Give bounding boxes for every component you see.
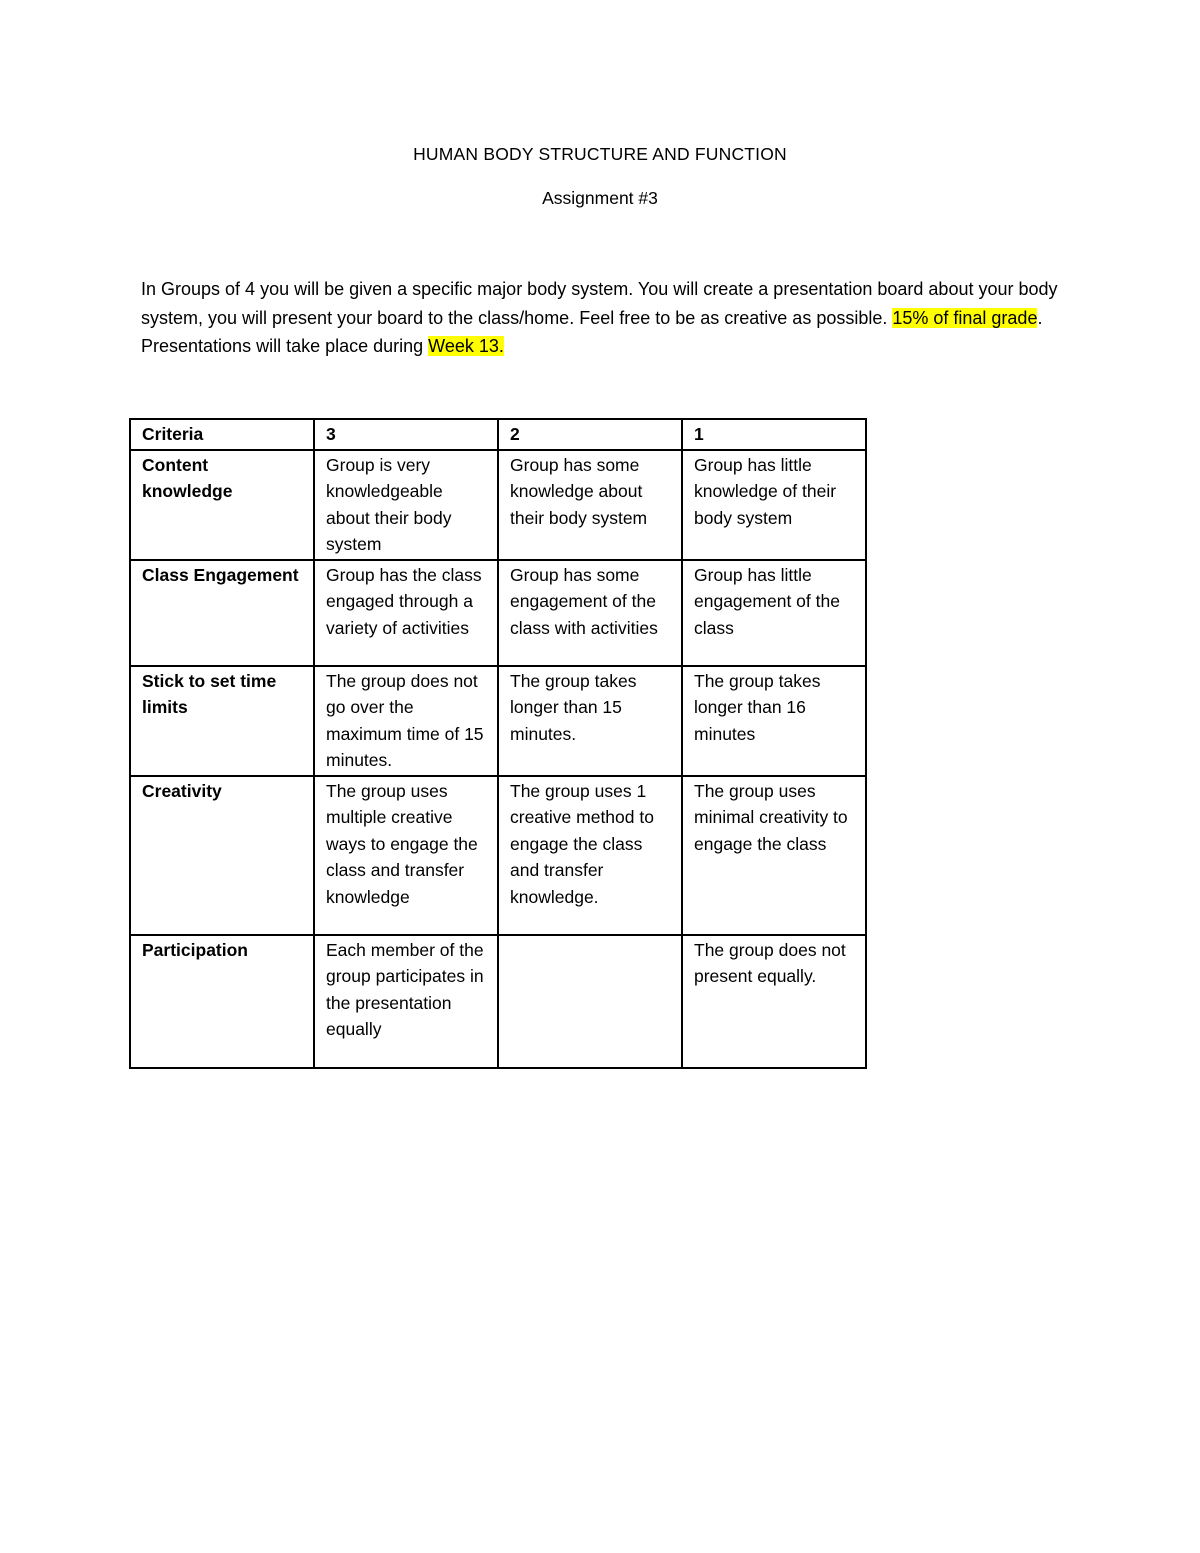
criteria-cell: Stick to set time limits xyxy=(130,666,314,776)
intro-text-part1: In Groups of 4 you will be given a specific major body system. You will create a presentation board about your body system, you will present your board to the class/home. Feel free to be as creative as possible. xyxy=(141,279,1058,328)
rubric-header-row xyxy=(130,419,866,450)
score-1-cell: The group uses minimal creativity to engage the class xyxy=(682,776,866,935)
score-3-cell: Each member of the group participates in the presentation equally xyxy=(314,935,498,1068)
highlight-final-grade: 15% of final grade xyxy=(892,307,1038,328)
score-1-cell: The group does not present equally. xyxy=(682,935,866,1068)
criteria-cell: Creativity xyxy=(130,776,314,935)
rubric-table xyxy=(129,418,867,1069)
table-row xyxy=(130,450,866,560)
intro-paragraph xyxy=(141,275,1071,361)
score-2-cell xyxy=(498,935,682,1068)
header-score-1: 1 xyxy=(682,419,866,450)
criteria-cell: Participation xyxy=(130,935,314,1068)
score-1-cell: Group has little knowledge of their body system xyxy=(682,450,866,560)
highlight-week: Week 13. xyxy=(428,336,504,356)
score-2-cell: Group has some engagement of the class with activities xyxy=(498,560,682,666)
criteria-cell: Class Engagement xyxy=(130,560,314,666)
score-3-cell: The group uses multiple creative ways to engage the class and transfer knowledge xyxy=(314,776,498,935)
score-3-cell: Group has the class engaged through a variety of activities xyxy=(314,560,498,666)
header-criteria: Criteria xyxy=(130,419,314,450)
table-row xyxy=(130,935,866,1068)
document-subtitle: Assignment #3 xyxy=(542,188,658,208)
document-title: HUMAN BODY STRUCTURE AND FUNCTION xyxy=(413,144,787,164)
header-score-3: 3 xyxy=(314,419,498,450)
score-3-cell: Group is very knowledgeable about their body system xyxy=(314,450,498,560)
table-row xyxy=(130,776,866,935)
score-3-cell: The group does not go over the maximum time of 15 minutes. xyxy=(314,666,498,776)
header-score-2: 2 xyxy=(498,419,682,450)
score-2-cell: The group uses 1 creative method to engage the class and transfer knowledge. xyxy=(498,776,682,935)
score-1-cell: Group has little engagement of the class xyxy=(682,560,866,666)
criteria-cell: Content knowledge xyxy=(130,450,314,560)
table-row xyxy=(130,666,866,776)
score-1-cell: The group takes longer than 16 minutes xyxy=(682,666,866,776)
table-row xyxy=(130,560,866,666)
intro-text-part2: . Presentations will take place during xyxy=(141,307,1043,356)
score-2-cell: The group takes longer than 15 minutes. xyxy=(498,666,682,776)
score-2-cell: Group has some knowledge about their body system xyxy=(498,450,682,560)
